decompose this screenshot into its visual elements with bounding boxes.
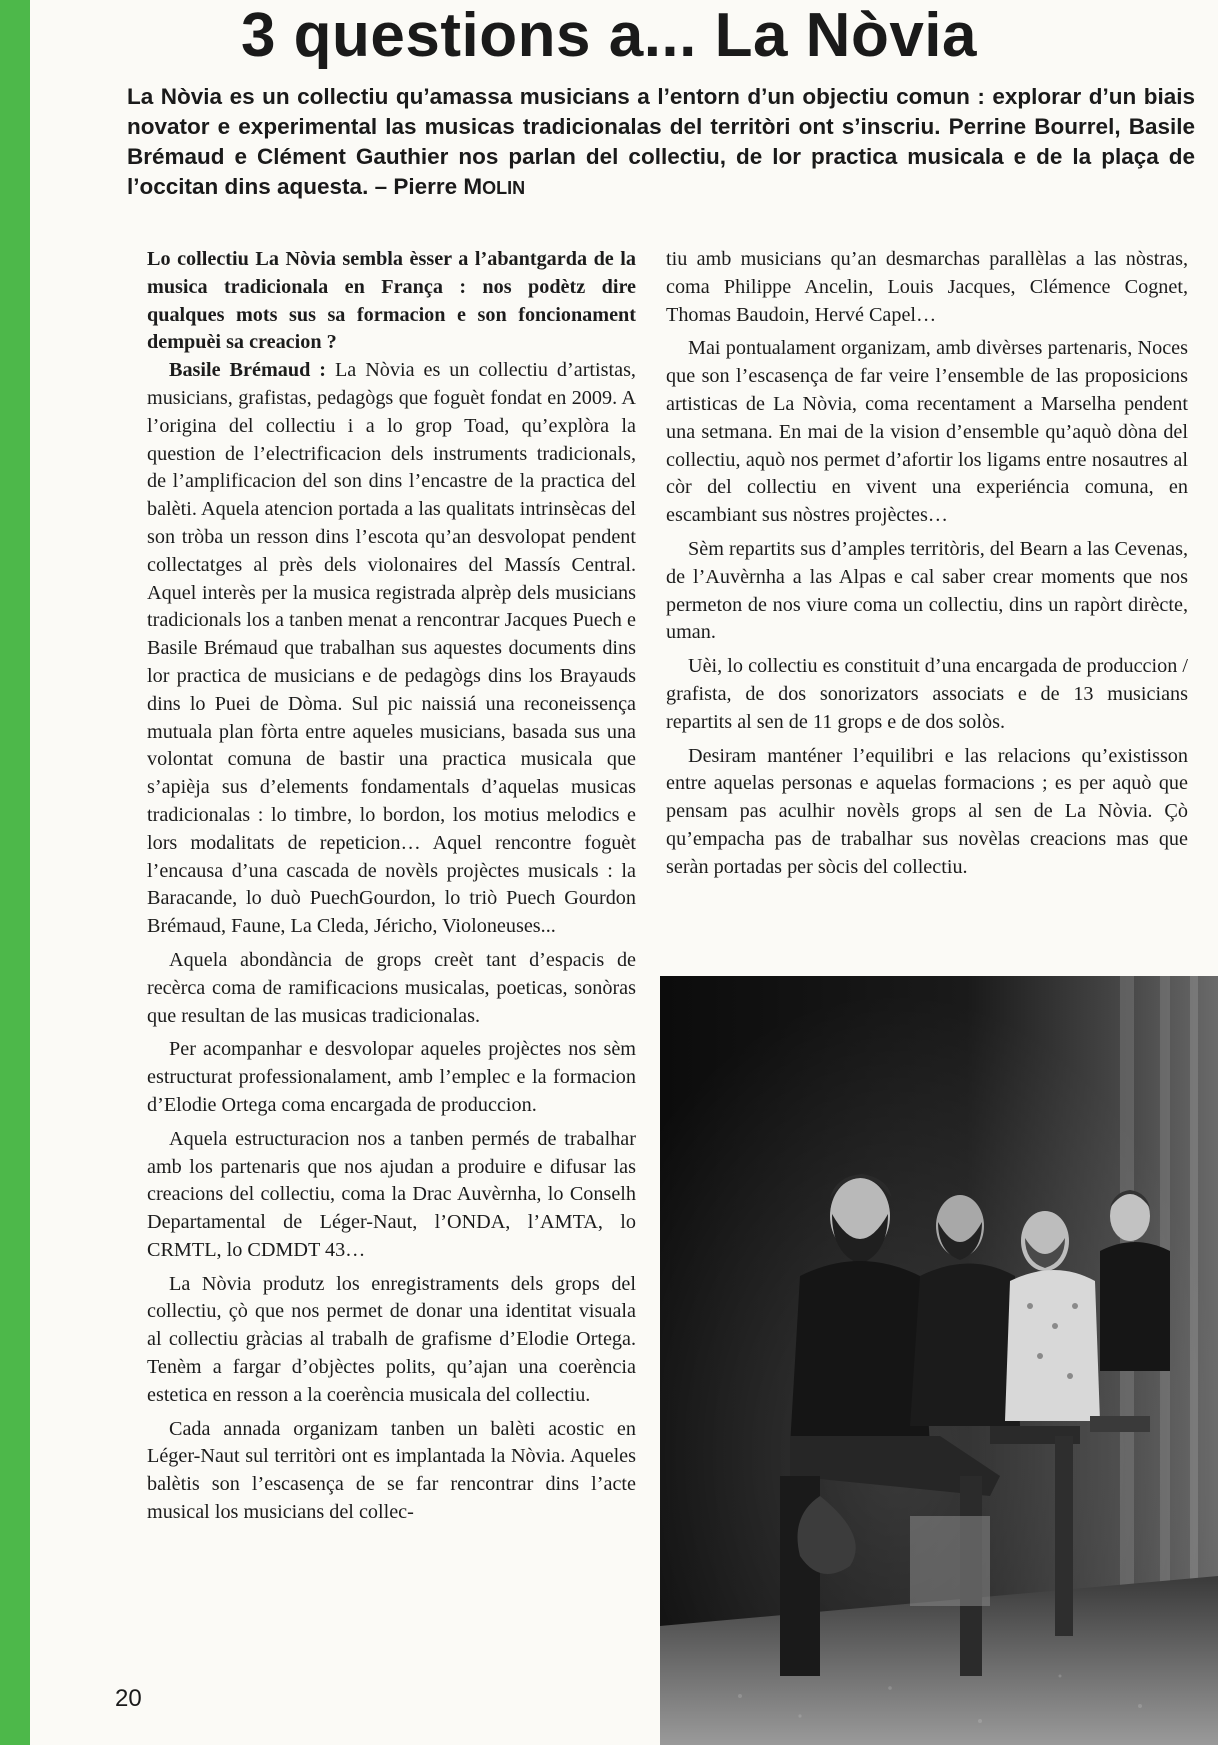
author-suffix: OLIN [482, 178, 526, 198]
body-paragraph: Aquela estructuracion nos a tanben permés de trabalhar amb los partenaris que nos ajudan a produire e difusar las creacions del collectiu, coma la Drac Auvèrnha, lo Conselh Departamental de Léger-Naut, l’ONDA, l’AMTA, lo CRMTL, lo CDMDT 43… [147, 1127, 636, 1261]
body-paragraph: Sèm repartits sus d’amples territòris, del Bearn a las Cevenas, de l’Auvèrnha a las Alpas e cal saber crear moments que nos permeton de nos viure coma un collectiu, dins un rapòrt dirècte, uman. [666, 537, 1188, 644]
answer-paragraph [147, 357, 636, 941]
body-paragraph: Desiram manténer l’equilibri e las relacions qu’existisson entre aquelas personas e aquelas formacions ; es per aquò que pensam pas aculhir novèls grops al sen de La Nòvia. Çò qu’empacha pas de trabalhar sus novèlas creacions mas que seràn portadas per sòcis del collectiu. [666, 744, 1188, 878]
article-lede [127, 82, 1195, 203]
body-paragraph: Mai pontualament organizam, amb divèrses partenaris, Noces que son l’escasença de far veire l’ensemble de las proposicions artisticas de La Nòvia, coma recentament a Marselha pendent una setmana. En mai de la vision d’ensemble qu’aquò dòna del collectiu, aquò nos permet d’afortir los ligams entre nosautres al còr del collectiu en vivent una experiéncia comuna, en escambiant sus nòstres projèctes… [666, 337, 1188, 527]
body-paragraph: Cada annada organizam tanben un balèti acostic en Léger-Naut sul territòri ont es implantada la Nòvia. Aqueles balètis son l’escasença de se far rencontrar dins l’acte musical los musicians del collec- [147, 1417, 636, 1524]
text-column-right [666, 246, 1188, 882]
body-paragraph: Uèi, lo collectiu es constituit d’una encargada de produccion / grafista, de dos sonorizators associats e de 13 musicians repartits al sen de 11 grops e de dos solòs. [666, 655, 1188, 733]
body-paragraph: Per acompanhar e desvolopar aqueles projèctes nos sèm estructurat professionalament, amb l’emplec e la formacion d’Elodie Ortega coma encargada de produccion. [147, 1038, 636, 1116]
text-column-left [147, 246, 636, 1527]
body-paragraph: La Nòvia produtz los enregistraments dels grops del collectiu, çò que nos permet de donar una identitat visuala al collectiu gràcias al trabalh de grafisme d’Elodie Ortega. Tenèm a fargar d’objèctes polits, qu’ajan una coerència estetica en resson a la coerència musicala del collectiu. [147, 1272, 636, 1406]
page-title: 3 questions a... La Nòvia [240, 1, 978, 70]
accent-bar [0, 0, 30, 1745]
body-paragraph: Aquela abondància de grops creèt tant d’espacis de recèrca coma de ramificacions musicalas, poeticas, sonòras que resultan de las musicas tradicionalas. [147, 948, 636, 1027]
lede-author [375, 174, 526, 199]
body-paragraph-continued: tiu amb musicians qu’an desmarchas parallèlas a las nòstras, coma Philippe Ancelin, Louis Jacques, Clémence Cognet, Thomas Baudoin, Hervé Capel… [666, 248, 1188, 326]
page-number: 20 [115, 1685, 142, 1712]
interview-question: Lo collectiu La Nòvia sembla èsser a l’abantgarda de la musica tradicionala en França : nos podètz dire qualques mots sus sa formacion e son foncionament dempuèi sa creacion ? [147, 248, 636, 354]
author-prefix: – Pierre M [374, 174, 483, 199]
band-photo [660, 976, 1218, 1745]
answer-text: La Nòvia es un collectiu d’artistas, musicians, grafistas, pedagògs que foguèt fondat en 2009. A l’origina del collectiu i a lo grop Toad, qu’explòra la question de l’electrificacion dels instruments tradicionals, de l’amplificacion del son dins l’encastre de la practica del balèti. Aquela atencion portada a las qualitats intrinsècas del son tròba un resson dins l’escota qu’an desvolopat pendent collectatges al près dels violonaires del Massís Central. Aquel interès per la musica registrada alprèp dels musicians tradicionals los a tanben menat a rencontrar Jacques Puech e Basile Brémaud que trabalhan sus aquestes documents dins lor practica de musicians e de pedagògs dins los Brayauds dins lo Puei de Dòma. Sul pic naissiá una reconeissença mutuala plan fòrta entre aqueles musicians, basada sus una volontat comuna de bastir una practica musicala que s’apièja sus d’elements fondamentals d’aquelas musicas tradicionalas : lo timbre, lo bordon, los motius melodics e lors modalitats de repeticion… Aquel rencontre foguèt l’encausa d’una cascada de novèls projèctes musicals : la Baracande, lo duò PuechGourdon, lo triò Puech Gourdon Brémaud, Faune, La Cleda, Jéricho, Violoneuses... [147, 359, 636, 938]
lede-text: La Nòvia es un collectiu qu’amassa musicians a l’entorn d’un objectiu comun : explorar d’un biais novator e experimental las musicas tradicionalas del territòri ont s’inscriu. Perrine Bourrel, Basile Brémaud e Clément Gauthier nos parlan del collectiu, de lor practica musicala e de la plaça de l’occitan dins aquesta. [127, 84, 1195, 199]
speaker-name: Basile Brémaud : [169, 359, 326, 382]
